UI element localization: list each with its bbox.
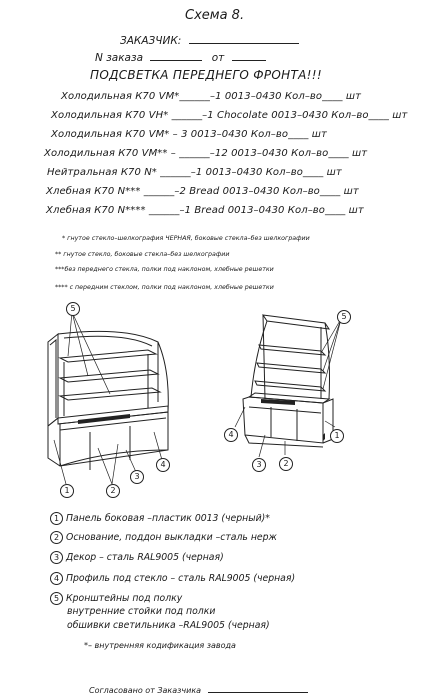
order-field [95,51,266,64]
spec-line: Холодильная К70 VH* ______–1 Chocolate 0013–0430 Кол–во____ шт [51,110,408,121]
callout-1: 1 [60,484,74,498]
legend-text: Профиль под стекло – сталь RAL9005 (черная) [66,573,296,584]
legend-item-1 [50,512,270,525]
customer-label: ЗАКАЗЧИК: [120,35,182,47]
legend-number: 2 [50,531,63,544]
note-line: * гнутое стекло–шелкография ЧЕРНАЯ, боковые стекла–без шелкографии [62,235,310,242]
note-line: **** с передним стеклом, полки под наклоном, хлебные решетки [55,284,274,291]
legend-item-5 [50,592,182,605]
callout-4: 4 [156,458,170,472]
note-line: ** гнутое стекло, боковые стекла–без шелкографии [55,251,230,258]
callout-4: 4 [224,428,238,442]
legend-continuation: внутренние стойки под полки [67,606,216,617]
callout-3: 3 [252,458,266,472]
spec-line: Хлебная К70 N*** ______–2 Bread 0013–0430 Кол–во____ шт [46,186,359,197]
legend-text: Декор – сталь RAL9005 (черная) [66,552,224,563]
legend-number: 5 [50,592,63,605]
spec-line: Холодильная К70 VM*______–1 0013–0430 Кол–во____ шт [61,91,362,102]
order-from-label: от [211,52,225,64]
legend-number: 3 [50,551,63,564]
callout-1: 1 [330,429,344,443]
legend-text: Кронштейны под полку [66,593,183,604]
spec-line: Хлебная К70 N**** ______–1 Bread 0013–0430 Кол–во____ шт [46,205,364,216]
callout-5: 5 [337,310,351,324]
legend-number: 4 [50,572,63,585]
legend-item-3 [50,551,224,564]
callout-2: 2 [106,484,120,498]
approval-label: Согласовано от Заказчика [89,686,202,695]
legend-text: Панель боковая –пластик 0013 (черный)* [66,513,270,524]
callout-2: 2 [279,457,293,471]
order-label: N заказа [95,52,144,64]
page-title: Схема 8. [185,8,245,23]
legend-continuation: обшивки светильника –RAL9005 (черная) [67,620,270,631]
customer-field [120,34,299,47]
approval-field [89,683,308,695]
callout-5: 5 [66,302,80,316]
legend-item-2 [50,531,277,544]
spec-line: Холодильная К70 VM* – 3 0013–0430 Кол–во____ шт [51,129,327,140]
footnote: *– внутренняя кодификация завода [84,641,236,650]
legend-item-4 [50,572,295,585]
spec-line: Холодильная К70 VM** – ______–12 0013–0430 Кол–во____ шт [44,148,368,159]
callout-3: 3 [130,470,144,484]
legend-text: Основание, поддон выкладки –сталь нерж [66,532,277,543]
front-lighting-banner: ПОДСВЕТКА ПЕРЕДНЕГО ФРОНТА!!! [90,68,322,82]
showcase-front-view-drawing [30,300,230,500]
spec-line: Нейтральная К70 N* ______–1 0013–0430 Кол–во____ шт [47,167,342,178]
note-line: ***без переднего стекла, полки под наклоном, хлебные решетки [55,266,274,273]
legend-number: 1 [50,512,63,525]
